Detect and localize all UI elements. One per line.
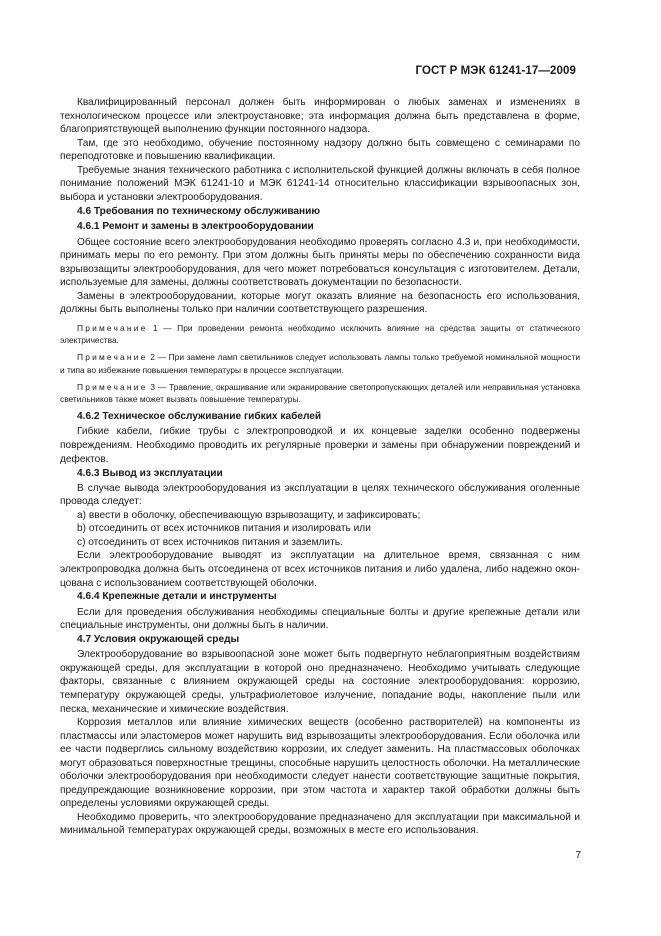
- paragraph: Требуемые знания технического работника с исполнительской функцией должны включать в себя полное понимание положений МЭК 61241-10 и МЭК 61241-14 относительно классификации взрывоопасных зон, выбора и установки электрооборудования.: [60, 164, 580, 203]
- paragraph: Электрооборудование во взрывоопасной зоне может быть подвергнуто неблагоприятным воздействиям окружающей среды, для эксплуатации в которой оно предназначено. Необходимо учитывать следующие факторы, связанные с влиянием окружающей среды на состояние электрооборудования: коррозию, температуру окружающей среды, ультрафиолетовое излучение, попадание воды, накопление пыли или песка, механические и химические воздействия.: [60, 649, 580, 715]
- note-text: 1 — При проведении ремонта необходимо исключить влияние на средства защиты от статического электричества.: [60, 322, 580, 346]
- paragraph: В случае вывода электрооборудования из эксплуатации в целях технического обслуживания оголенные провода следует:: [60, 482, 580, 508]
- list-item: b) отсоединить от всех источников питания и изолировать или: [77, 523, 371, 535]
- document-body: [60, 96, 580, 838]
- section-heading-4-6: 4.6 Требования по техническому обслуживанию: [77, 205, 321, 217]
- paragraph: Общее состояние всего электрооборудования необходимо проверять согласно 4.3 и, при необходимости, принимать меры по его ремонту. При этом должны быть приняты меры по обеспечению сохранности вида взрывозащиты электрооборудования, для чего может потребоваться консультация с изготовителем. Детали, используемые для замены, должны соответствовать документации по безопасности.: [60, 236, 580, 289]
- paragraph: Необходимо проверить, что электрооборудование предназначено для эксплуатации при максимальной и минимальной температурах окружающей среды, возможных в месте его использования.: [60, 811, 580, 837]
- note-label: Примечание: [77, 382, 148, 392]
- paragraph: Там, где это необходимо, обучение постоянному надзору должно быть совмещено с семинарами по переподготовке и повышению квалификации.: [60, 137, 580, 163]
- section-heading-4-6-2: 4.6.2 Техническое обслуживание гибких кабелей: [77, 411, 322, 423]
- list-item: c) отсоединить от всех источников питания и заземлить.: [77, 536, 343, 548]
- paragraph: Квалифицированный персонал должен быть информирован о любых заменах и изменениях в технологическом процессе или электроустановке; эта информация должна быть представлена в форме, благоприятствующей выполнению функции постоянного надзора.: [60, 97, 580, 136]
- document-code: ГОСТ Р МЭК 61241-17—2009: [415, 65, 576, 77]
- paragraph: Коррозия металлов или влияние химических веществ (особенно растворителей) на компоненты из пластмассы или эластомеров может нарушить вид взрывозащиты электрооборудования. Если оболочка или ее части подверглись сильному воздействию коррозии, их следует заменить. На пластмассовых оболочках могут образоваться поверхностные трещины, способные нарушить целостность оболочки. На металлические оболочки электрооборудования при необходимости следует нанести соответствующие защитные покрытия, предупреждающие возникновение коррозии, при этом частота и характер такой обработки должны быть определены условиями окружающей среды.: [60, 717, 580, 810]
- note-text: 2 — При замене ламп светильников следует использовать лампы только требуемой номинальной мощности и типа во избежание повышения температуры в процессе эксплуатации.: [60, 352, 580, 375]
- note-3: [60, 381, 580, 406]
- note-1: [60, 322, 580, 347]
- list-item: а) ввести в оболочку, обеспечивающую взрывозащиту, и зафиксировать;: [77, 509, 421, 521]
- note-label: Примечание: [77, 352, 148, 363]
- section-heading-4-6-3: 4.6.3 Вывод из эксплуатации: [77, 467, 223, 479]
- paragraph: Если для проведения обслуживания необходимы специальные болты и другие крепежные детали или специальные инструменты, они должны быть в наличии.: [60, 606, 580, 632]
- note-label: Примечание: [77, 322, 148, 333]
- paragraph: Если электрооборудование выводят из эксплуатации на длительное время, связанная с ним электропроводка должна быть отсоединена от всех источников питания и либо удалена, либо надежно оконцована с использованием соответствующей оболочки.: [60, 550, 580, 589]
- section-heading-4-7: 4.7 Условия окружающей среды: [77, 634, 240, 646]
- section-heading-4-6-4: 4.6.4 Крепежные детали и инструменты: [77, 591, 277, 603]
- section-heading-4-6-1: 4.6.1 Ремонт и замены в электрооборудовании: [77, 221, 314, 233]
- paragraph: Замены в электрооборудовании, которые могут оказать влияние на безопасность его использования, должны быть выполнены только при наличии соответствующего разрешения.: [60, 290, 580, 316]
- note-text: 3 — Травление, окрашивание или экранирование светопропускающих деталей или неправильная установка светильников также может вызвать повышение температуры.: [60, 382, 580, 405]
- note-2: [60, 351, 580, 376]
- page-number: 7: [575, 850, 581, 861]
- paragraph: Гибкие кабели, гибкие трубы с электропроводкой и их концевые заделки особенно подвержены повреждениям. Необходимо проводить их регулярные проверки и замены при обнаружении повреждений и дефектов.: [60, 426, 580, 465]
